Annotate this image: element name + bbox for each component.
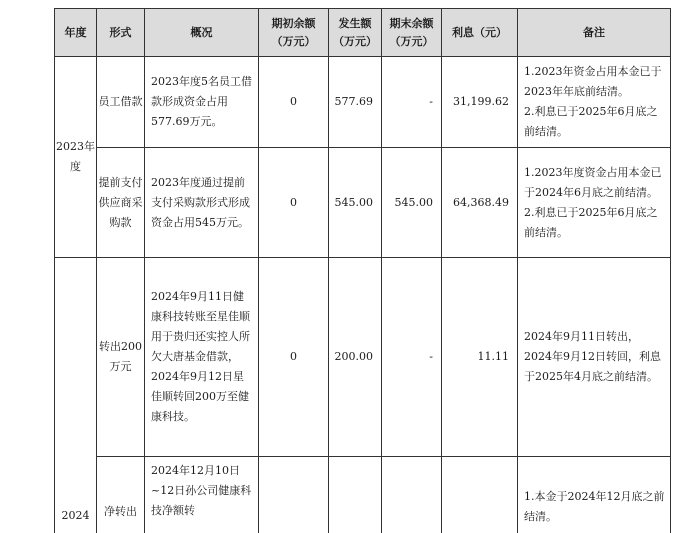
header-opening-unit: （万元） xyxy=(271,34,316,48)
opening-balance-cell: 0 xyxy=(259,258,329,457)
form-cell: 提前支付供应商采购款 xyxy=(97,148,145,258)
form-cell: 转出200万元 xyxy=(97,258,145,457)
opening-balance-cell: 0 xyxy=(259,148,329,258)
header-occurred-label: 发生额 xyxy=(338,16,372,30)
interest-cell xyxy=(442,457,518,533)
table-header-row xyxy=(55,9,671,57)
remark-line: 2.利息已于2025年6月底之前结清。 xyxy=(524,205,658,239)
occurred-amount-cell xyxy=(329,457,382,533)
year-cell: 2023年度 xyxy=(55,57,97,258)
interest-cell: 11.11 xyxy=(442,258,518,457)
table-row xyxy=(55,57,671,148)
header-closing-balance xyxy=(382,9,442,57)
summary-cell: 2024年9月11日健康科技转账至星佳顺用于贵归还实控人所欠大唐基金借款，2024年9月12日星佳顺转回200万至健康科技。 xyxy=(145,258,259,457)
opening-balance-cell xyxy=(259,457,329,533)
header-interest: 利息（元） xyxy=(442,9,518,57)
header-year: 年度 xyxy=(55,9,97,57)
occurred-amount-cell: 577.69 xyxy=(329,57,382,148)
table-row xyxy=(55,457,671,533)
remarks-cell xyxy=(518,457,671,533)
year-cell: 2024 xyxy=(55,258,97,533)
header-closing-label: 期末余额 xyxy=(389,16,434,30)
summary-cell: 2023年度通过提前支付采购款形式形成资金占用545万元。 xyxy=(145,148,259,258)
table-row xyxy=(55,258,671,457)
summary-cell: 2024年12月10日~12日孙公司健康科技净额转 xyxy=(145,457,259,533)
closing-balance-cell: 545.00 xyxy=(382,148,442,258)
form-cell: 净转出 xyxy=(97,457,145,533)
closing-balance-cell: - xyxy=(382,258,442,457)
interest-cell: 31,199.62 xyxy=(442,57,518,148)
remarks-cell xyxy=(518,258,671,457)
remark-line: 2024年9月11日转出，2024年9月12日转回，利息于2025年4月底之前结清。 xyxy=(524,330,661,383)
remarks-cell xyxy=(518,57,671,148)
closing-balance-cell: - xyxy=(382,57,442,148)
header-form: 形式 xyxy=(97,9,145,57)
occurred-amount-cell: 200.00 xyxy=(329,258,382,457)
remark-line: 2.利息已于2025年6月底之前结清。 xyxy=(524,105,658,138)
form-cell: 员工借款 xyxy=(97,57,145,148)
header-closing-unit: （万元） xyxy=(389,34,434,48)
interest-cell: 64,368.49 xyxy=(442,148,518,258)
summary-cell: 2023年度5名员工借款形成资金占用577.69万元。 xyxy=(145,57,259,148)
header-occurred-amount xyxy=(329,9,382,57)
header-opening-label: 期初余额 xyxy=(271,16,316,30)
opening-balance-cell: 0 xyxy=(259,57,329,148)
header-occurred-unit: （万元） xyxy=(333,34,377,48)
header-opening-balance xyxy=(259,9,329,57)
remark-line: 1.本金于2024年12月底之前结清。 xyxy=(524,490,665,523)
fund-occupation-table xyxy=(54,8,671,533)
closing-balance-cell xyxy=(382,457,442,533)
header-remarks: 备注 xyxy=(518,9,671,57)
remark-line: 1.2023年资金占用本金已于2023年年底前结清。 xyxy=(524,65,662,98)
occurred-amount-cell: 545.00 xyxy=(329,148,382,258)
remark-line: 1.2023年度资金占用本金已于2024年6月底之前结清。 xyxy=(524,165,662,199)
table-row xyxy=(55,148,671,258)
header-summary: 概况 xyxy=(145,9,259,57)
remarks-cell xyxy=(518,148,671,258)
